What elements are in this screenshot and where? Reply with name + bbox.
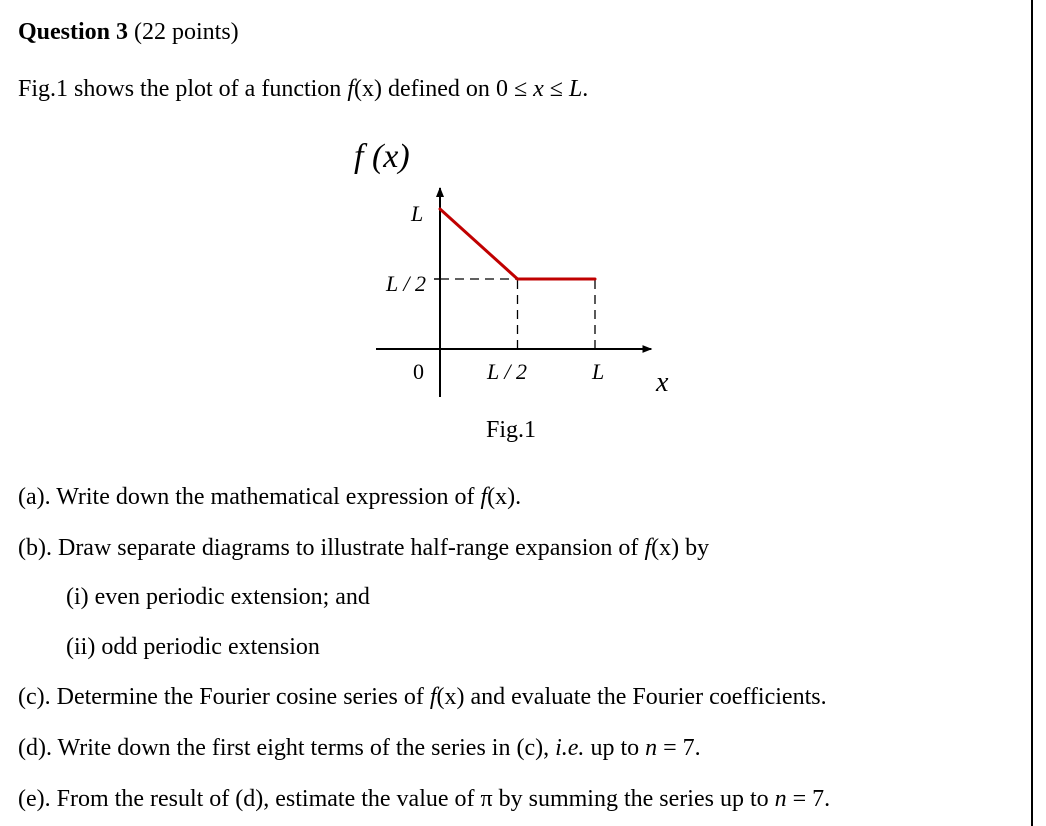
part-b-i: (i) even periodic extension; and <box>66 584 370 610</box>
page-border-right <box>1031 0 1033 826</box>
question-points: (22 points) <box>134 19 239 45</box>
part-c-func: f <box>429 684 437 710</box>
series-0-segment-0 <box>440 209 518 279</box>
intro-leq-2: ≤ <box>543 76 569 102</box>
figure-1 <box>340 125 700 455</box>
part-b-func: f <box>644 535 652 561</box>
x-axis-label: x <box>656 367 669 398</box>
part-d-text: (d). Write down the first eight terms of the series in (c), <box>18 735 556 761</box>
part-e-end: = 7. <box>786 786 831 812</box>
intro-func: f <box>347 76 354 102</box>
intro-domain-start: 0 <box>495 76 508 102</box>
part-b-arg: (x) <box>651 535 680 561</box>
part-b-text: (b). Draw separate diagrams to illustrate half-range expansion of <box>18 535 645 561</box>
intro-prefix: Fig.1 shows the plot of a function <box>18 76 348 102</box>
part-a-text: (a). Write down the mathematical expression of <box>18 484 481 510</box>
part-a-end: . <box>515 484 522 510</box>
function-plot <box>340 125 700 455</box>
y-tick-L: L <box>411 201 424 226</box>
part-c <box>18 683 827 711</box>
y-tick-L-half: L / 2 <box>386 271 426 296</box>
intro-domain-end: L <box>568 76 583 102</box>
part-d <box>18 734 701 762</box>
part-d-end: = 7. <box>657 735 701 761</box>
part-a-arg: (x) <box>487 484 516 510</box>
part-a <box>18 483 521 511</box>
part-b <box>18 534 709 562</box>
part-e-text: (e). From the result of (d), estimate the value of π by summing the series up to <box>18 786 775 812</box>
part-c-arg: (x) <box>436 684 465 710</box>
part-b-end: by <box>679 535 710 561</box>
part-c-end: and evaluate the Fourier coefficients. <box>464 684 827 710</box>
question-title: Question 3 <box>18 19 129 45</box>
y-axis-label: f (x) <box>354 138 410 175</box>
part-d-ie: i.e. <box>555 735 585 761</box>
part-d-middle: up to <box>584 735 646 761</box>
intro-middle: defined on <box>381 76 496 102</box>
intro-func-arg: (x) <box>353 76 382 102</box>
part-c-text: (c). Determine the Fourier cosine series of <box>18 684 430 710</box>
part-d-n: n <box>645 735 658 761</box>
x-tick-L: L <box>592 359 605 384</box>
x-tick-L-half: L / 2 <box>487 359 527 384</box>
part-b-ii: (ii) odd periodic extension <box>66 634 320 660</box>
intro-end: . <box>582 76 589 102</box>
origin-label: 0 <box>413 359 424 384</box>
part-e-n: n <box>774 786 787 812</box>
part-e <box>18 785 830 813</box>
intro-var: x <box>533 76 544 102</box>
figure-caption: Fig.1 <box>486 417 537 443</box>
intro-leq-1: ≤ <box>507 76 534 102</box>
part-a-func: f <box>480 484 488 510</box>
question-heading <box>18 18 239 46</box>
intro-text <box>18 75 588 103</box>
